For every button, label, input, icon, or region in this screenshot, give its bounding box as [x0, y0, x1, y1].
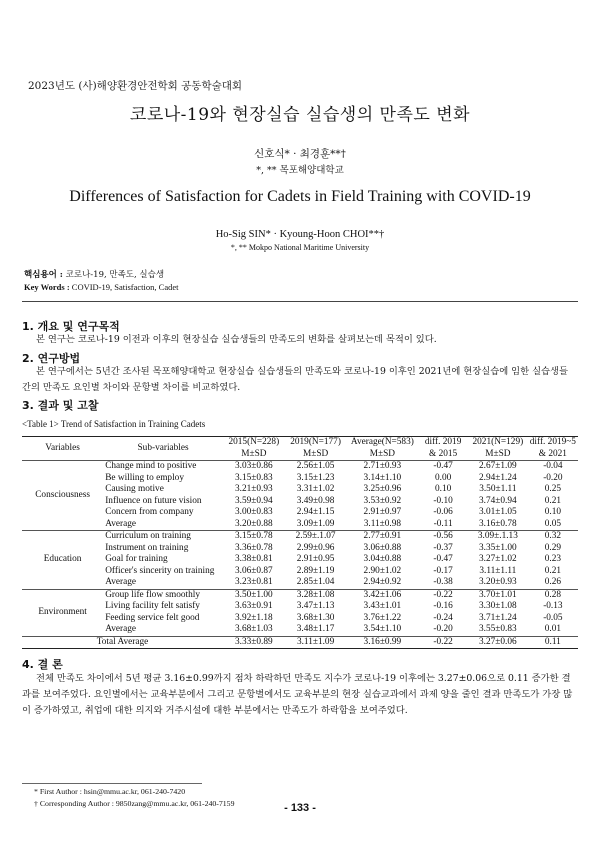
table-cell: 3.35±1.00	[479, 542, 517, 553]
english-authors: Ho-Sig SIN* · Kyoung-Hoon CHOI**†	[215, 229, 385, 240]
table-row	[22, 589, 578, 601]
table-cell: -0.56	[433, 531, 453, 541]
sub-variable: Concern from company	[105, 507, 194, 517]
sub-variable: Group life flow smoothly	[105, 589, 200, 600]
table-cell: 3.09±.1.13	[477, 531, 518, 541]
table-cell: 0.25	[544, 484, 562, 494]
table-cell: -0.47	[433, 461, 453, 471]
table-cell: 3.63±0.91	[235, 601, 273, 611]
group-name: Education	[22, 531, 103, 590]
total-cell: 3.27±0.06	[468, 636, 528, 649]
satisfaction-table	[22, 436, 578, 649]
table-cell: 3.50±1.00	[235, 589, 273, 600]
table-caption: <Table 1> Trend of Satisfaction in Training Cadets	[22, 419, 206, 429]
table-cell: 3.70±1.01	[479, 589, 517, 600]
table-cell: 2.91±0.97	[363, 507, 402, 517]
table-cell: 2.56±1.05	[296, 461, 335, 471]
table-cell: 2.77±0.91	[363, 531, 402, 541]
table-cell: 3.23±0.81	[223, 577, 285, 589]
table-cell: -0.24	[433, 612, 453, 623]
header-msd: M±SD	[346, 449, 418, 461]
total-cell: 3.16±0.99	[346, 636, 418, 649]
table-cell: 2.94±1.24	[479, 472, 517, 483]
keywords-korean-label: 핵심용어 :	[24, 270, 63, 280]
table-cell: -0.22	[433, 589, 453, 600]
section-4-title: 4. 결 론	[22, 658, 63, 671]
section-1-title: 1. 개요 및 연구목적	[22, 320, 120, 333]
total-label: Total Average	[22, 636, 223, 649]
sub-variable: Living facility felt satisfy	[105, 601, 200, 611]
table-cell: 3.47±1.13	[296, 601, 335, 611]
table-cell: 3.74±0.94	[479, 495, 517, 506]
english-title: Differences of Satisfaction for Cadets in Field Training with COVID-19	[69, 188, 531, 205]
sub-variable: Instrument on training	[105, 542, 189, 553]
table-cell: 0.05	[528, 519, 578, 531]
table-cell: 3.00±0.83	[235, 507, 273, 517]
keywords-english-text: COVID-19, Satisfaction, Cadet	[71, 282, 179, 292]
table-cell: 3.55±0.83	[468, 624, 528, 636]
table-row	[22, 577, 578, 589]
table-cell: 3.30±1.08	[479, 601, 517, 611]
table-cell: 3.71±1.24	[479, 612, 517, 623]
table-cell: -0.10	[433, 495, 453, 506]
sub-variable: Causing motive	[105, 484, 164, 494]
table-cell: 0.28	[544, 589, 562, 600]
table-cell: 3.15±0.83	[235, 472, 273, 483]
table-cell: -0.20	[543, 472, 563, 483]
table-cell: 3.14±1.10	[363, 472, 402, 483]
table-cell: -0.05	[543, 612, 563, 623]
table-cell: 3.16±0.78	[468, 519, 528, 531]
section-1-text: 본 연구는 코로나-19 이전과 이후의 현장실습 실습생들의 만족도의 변화를 살펴보는데 목적이 있다.	[36, 334, 437, 345]
header-diff2: diff. 2019~5	[528, 437, 578, 449]
table-cell: 3.53±0.92	[363, 495, 402, 506]
table-cell: -0.20	[418, 624, 468, 636]
table-cell: 3.15±1.23	[296, 472, 335, 483]
table-cell: 3.43±1.01	[363, 601, 402, 611]
table-cell: 0.10	[544, 507, 562, 517]
table-cell: 0.23	[544, 554, 562, 564]
header-diff1-sub: & 2015	[418, 449, 468, 461]
sub-variable: Curriculum on training	[105, 531, 191, 541]
table-cell: 3.06±0.87	[235, 565, 273, 576]
total-cell: 3.11±1.09	[285, 636, 347, 649]
footnote-divider	[22, 783, 202, 784]
table-cell: 0.21	[544, 495, 562, 506]
table-cell: 0.29	[544, 542, 562, 553]
table-row	[22, 484, 578, 496]
header-variables: Variables	[22, 437, 103, 461]
table-cell: 3.68±1.03	[223, 624, 285, 636]
table-row	[22, 473, 578, 485]
table-cell: 2.85±1.04	[285, 577, 347, 589]
table-cell: 0.00	[434, 472, 452, 483]
sub-variable: Change mind to positive	[105, 461, 197, 471]
table-row	[22, 554, 578, 566]
table-cell: 3.09±1.09	[285, 519, 347, 531]
table-cell: -0.13	[543, 601, 563, 611]
table-cell: 3.15±0.78	[235, 531, 273, 541]
group-name: Environment	[22, 589, 103, 636]
section-4-text: 전체 만족도 차이에서 5년 평균 3.16±0.99까지 점차 하락하던 만족도 지수가 코로나-19 이후에는 3.27±0.06으로 0.11 증가한 결과를 보여주었다. 요인별에서는 교육부분에서 그리고 문항별에서도 교육부분의 현장 실습교과에서 과제 양을 줄인 결과 만족도가 가장 많이 증가하였고, 취업에 대한 의지와 거주시설에 대한 부분에서는 만족도가 하락함을 보여주었다.	[22, 673, 573, 716]
table-cell: 0.26	[528, 577, 578, 589]
sub-variable: Officer's sincerity on training	[105, 565, 215, 576]
header-msd: M±SD	[223, 449, 285, 461]
conference-header: 2023년도 (사)해양환경안전학회 공동학술대회	[28, 80, 243, 92]
table-cell: 3.01±1.05	[479, 507, 517, 517]
total-cell: 0.11	[528, 636, 578, 649]
table-cell: 3.31±1.02	[296, 484, 335, 494]
header-2015: 2015(N=228)	[223, 437, 285, 449]
header-2019: 2019(N=177)	[285, 437, 347, 449]
table-cell: -0.11	[418, 519, 468, 531]
section-2-text: 본 연구에서는 5년간 조사된 목포해양대학교 현장실습 실습생들의 만족도와 코로나-19 이후인 2021년에 현장실습에 임한 실습생들 간의 만족도 요인별 차이와 문항별 차이를 비교하였다.	[22, 366, 569, 393]
section-divider	[22, 301, 578, 302]
page-number: - 133 -	[284, 802, 316, 814]
sub-variable: Average	[103, 519, 223, 531]
footnote-corresponding-author: † Corresponding Author : 9850zang@mmu.ac.kr, 061-240-7159	[34, 799, 235, 808]
table-cell: 2.89±1.19	[296, 565, 335, 576]
sub-variable: Influence on future vision	[105, 495, 202, 506]
table-row	[22, 613, 578, 625]
table-row	[22, 543, 578, 555]
table-cell: 3.38±0.81	[235, 554, 273, 564]
table-cell: 3.48±1.17	[285, 624, 347, 636]
table-cell: 0.32	[544, 531, 562, 541]
table-cell: 3.28±1.08	[296, 589, 335, 600]
table-cell: 3.49±0.98	[296, 495, 335, 506]
sub-variable: Goal for training	[105, 554, 168, 564]
header-diff2-sub: & 2021	[528, 449, 578, 461]
table-row	[22, 566, 578, 578]
table-cell: 3.11±0.98	[346, 519, 418, 531]
table-cell: 3.59±0.94	[235, 495, 273, 506]
table-row	[22, 519, 578, 531]
table-cell: 3.36±0.78	[235, 542, 273, 553]
table-cell: -0.47	[433, 554, 453, 564]
table-row	[22, 496, 578, 508]
table-cell: 2.59±.1.07	[295, 531, 336, 541]
table-cell: 3.92±1.18	[235, 612, 273, 623]
keywords-korean	[24, 268, 164, 280]
table-cell: 0.10	[434, 484, 452, 494]
table-cell: -0.06	[433, 507, 453, 517]
table-cell: 2.90±1.02	[363, 565, 402, 576]
table-cell: 3.42±1.06	[363, 589, 402, 600]
table-cell: 3.20±0.93	[468, 577, 528, 589]
table-cell: 0.21	[544, 565, 562, 576]
table-cell: 3.04±0.88	[363, 554, 402, 564]
keywords-korean-text: 코로나-19, 만족도, 실습생	[65, 270, 165, 280]
table-cell: 2.99±0.96	[296, 542, 335, 553]
table-cell: 3.03±0.86	[235, 461, 273, 471]
total-row	[22, 636, 578, 649]
table-cell: 3.25±0.96	[363, 484, 402, 494]
table-cell: 0.01	[528, 624, 578, 636]
table-cell: 2.94±0.92	[346, 577, 418, 589]
sub-variable: Feeding service felt good	[105, 612, 200, 623]
header-msd: M±SD	[468, 449, 528, 461]
table-cell: -0.17	[433, 565, 453, 576]
table-cell: 2.67±1.09	[479, 461, 517, 471]
section-2-title: 2. 연구방법	[22, 352, 81, 365]
header-diff1: diff. 2019	[418, 437, 468, 449]
header-msd: M±SD	[285, 449, 347, 461]
table-cell: 3.21±0.93	[235, 484, 273, 494]
table-cell: 2.71±0.93	[363, 461, 402, 471]
table-cell: 3.20±0.88	[223, 519, 285, 531]
table-cell: 3.76±1.22	[363, 612, 402, 623]
table-cell: 3.68±1.30	[296, 612, 335, 623]
table-cell: -0.04	[543, 461, 563, 471]
table-cell: 3.06±0.88	[363, 542, 402, 553]
header-subvariables: Sub-variables	[103, 437, 223, 461]
table-cell: -0.37	[433, 542, 453, 553]
table-row	[22, 601, 578, 613]
table-row	[22, 624, 578, 636]
group-name: Consciousness	[22, 461, 103, 531]
table-cell: 3.50±1.11	[479, 484, 517, 494]
section-3-title: 3. 결과 및 고찰	[22, 399, 99, 412]
table-row	[22, 531, 578, 543]
table-cell: -0.38	[418, 577, 468, 589]
keywords-english	[24, 282, 178, 292]
table-cell: 3.11±1.11	[479, 565, 517, 576]
table-cell: 2.94±1.15	[296, 507, 335, 517]
english-affiliation: *, ** Mokpo National Maritime University	[230, 243, 370, 252]
header-average: Average(N=583)	[346, 437, 418, 449]
sub-variable: Be willing to employ	[105, 472, 184, 483]
korean-authors: 신호식* · 최경훈**†	[254, 148, 346, 160]
total-cell: 3.33±0.89	[223, 636, 285, 649]
korean-title: 코로나-19와 현장실습 실습생의 만족도 변화	[129, 105, 471, 125]
footnote-first-author: * First Author : hsin@mmu.ac.kr, 061-240-7420	[34, 787, 186, 796]
table-cell: 2.91±0.95	[296, 554, 335, 564]
sub-variable: Average	[103, 624, 223, 636]
total-cell: -0.22	[418, 636, 468, 649]
korean-affiliation: *, ** 목포해양대학교	[256, 165, 344, 176]
header-2021: 2021(N=129)	[468, 437, 528, 449]
table-cell: -0.16	[433, 601, 453, 611]
keywords-english-label: Key Words :	[24, 282, 70, 292]
table-row	[22, 461, 578, 473]
table-cell: 3.27±1.02	[479, 554, 517, 564]
table-row	[22, 507, 578, 519]
sub-variable: Average	[103, 577, 223, 589]
table-cell: 3.54±1.10	[346, 624, 418, 636]
